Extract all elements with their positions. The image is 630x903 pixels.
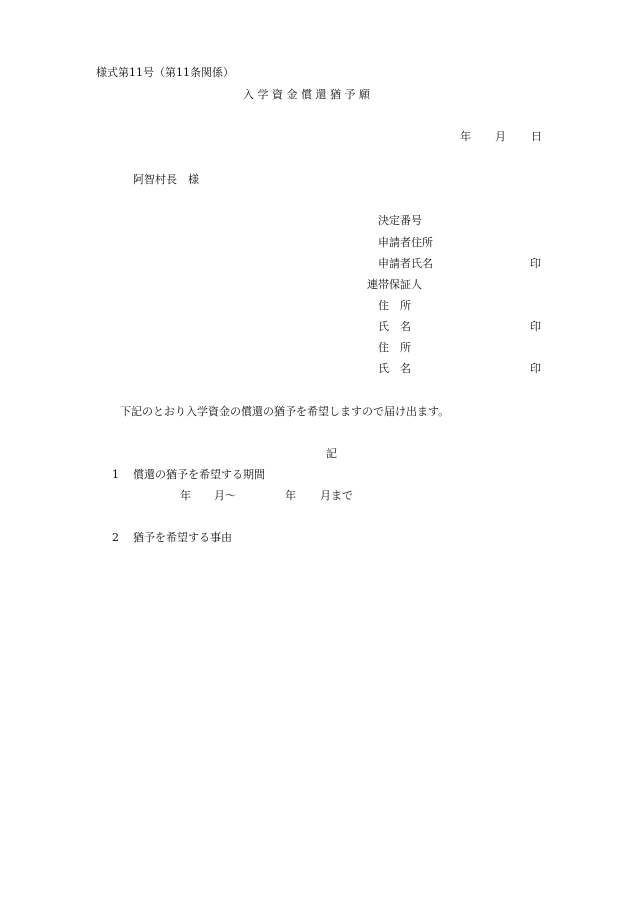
guarantor-seal-label-1: 印 <box>530 320 541 333</box>
guarantor-name-label-2: 氏 名 <box>378 362 411 375</box>
applicant-address-label: 申請者住所 <box>378 236 433 249</box>
guarantor-address-label-2: 住 所 <box>378 341 411 354</box>
guarantor-seal-label-2: 印 <box>530 362 541 375</box>
item-2-label: 猶予を希望する事由 <box>133 531 232 544</box>
guarantor-name-label-1: 氏 名 <box>378 320 411 333</box>
document-title: 入 学 資 金 償 還 猶 予 願 <box>243 88 370 101</box>
item-1-from-year: 年 <box>180 489 191 502</box>
date-year-label: 年 <box>460 130 471 143</box>
item-1-label: 償還の猶予を希望する期間 <box>133 468 265 481</box>
ki-heading: 記 <box>326 447 337 460</box>
item-1-from-month: 月～ <box>214 489 236 502</box>
guarantor-heading: 連帯保証人 <box>367 278 422 291</box>
applicant-name-label: 申請者氏名 <box>378 257 433 270</box>
date-month-label: 月 <box>495 130 506 143</box>
form-number: 様式第11号（第11条関係） <box>96 66 234 79</box>
decision-number-label: 決定番号 <box>378 214 422 227</box>
item-1-to-year: 年 <box>285 489 296 502</box>
addressee: 阿智村長 様 <box>133 173 199 186</box>
date-day-label: 日 <box>531 130 542 143</box>
item-1-to-month: 月まで <box>320 489 353 502</box>
item-2-number: 2 <box>112 531 119 544</box>
applicant-seal-label: 印 <box>530 257 541 270</box>
statement-text: 下記のとおり入学資金の償還の猶予を希望しますので届け出ます。 <box>120 405 450 418</box>
item-1-number: 1 <box>112 468 119 481</box>
guarantor-address-label-1: 住 所 <box>378 299 411 312</box>
